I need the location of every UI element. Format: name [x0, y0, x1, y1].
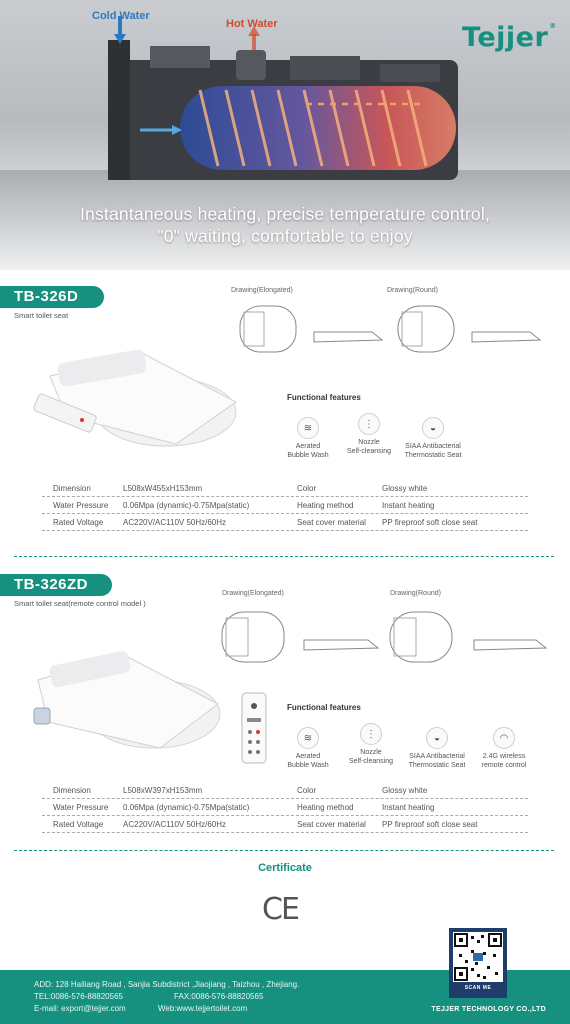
- feature-nozzle: [336, 723, 406, 766]
- footer-tel: TEL:0086-576-88820565: [34, 992, 123, 1001]
- certificate-title: Certificate: [258, 862, 312, 874]
- feature-label: Bubble Wash: [287, 762, 329, 769]
- spec-row: [42, 497, 528, 514]
- features-title: Functional features: [287, 703, 361, 712]
- feature-aerated: [273, 417, 343, 460]
- tagline-line-1: Instantaneous heating, precise temperature control,: [79, 204, 491, 224]
- model-subtitle: Smart toilet seat: [14, 311, 69, 320]
- spec-row: [42, 480, 528, 497]
- section-divider: [14, 556, 554, 557]
- spec-key: Heating method: [297, 803, 354, 812]
- features-title: Functional features: [287, 393, 361, 402]
- model-subtitle: Smart toilet seat(remote control model ): [14, 599, 146, 608]
- feature-label: SIAA Antibacterial: [405, 443, 461, 450]
- drawing-round-title: Drawing(Round): [387, 287, 438, 294]
- feature-antibacterial: [398, 417, 468, 460]
- spec-value: AC220V/AC110V 50Hz/60Hz: [123, 518, 227, 527]
- feature-label: Nozzle: [358, 439, 380, 446]
- spec-key: Rated Voltage: [53, 518, 104, 527]
- spec-table-tb-326d: [42, 480, 528, 531]
- spec-value: AC220V/AC110V 50Hz/60Hz: [123, 820, 227, 829]
- spec-row: [42, 514, 528, 531]
- registered-mark: ®: [549, 22, 557, 30]
- model-tag-tb-326zd: TB-326ZD: [0, 574, 112, 596]
- feature-label: Thermostatic Seat: [408, 762, 466, 769]
- antibacterial-icon: ◒: [426, 727, 448, 749]
- cold-water-label: Cold Water: [92, 10, 150, 22]
- section-divider: [14, 850, 554, 851]
- feature-label: 2.4G wireless: [482, 753, 526, 760]
- footer-address: ADD: 128 Hailiang Road , Sanjia Subdistrict ,Jiaojiang , Taizhou , Zhejiang.: [34, 980, 300, 989]
- qr-code[interactable]: [449, 928, 507, 998]
- feature-aerated: [273, 727, 343, 770]
- model-tag-tb-326d: TB-326D: [0, 286, 104, 308]
- nozzle-icon: ⋮: [358, 413, 380, 435]
- spec-row: [42, 816, 528, 833]
- spec-key: Seat cover material: [297, 518, 366, 527]
- hero-tagline: [0, 203, 570, 247]
- spec-key: Water Pressure: [53, 501, 109, 510]
- company-name: TEJJER TECHNOLOGY CO.,LTD: [431, 1006, 546, 1013]
- brand-name: Tejjer: [462, 22, 549, 53]
- hero-banner: [0, 0, 570, 270]
- aerated-icon: ≋: [297, 417, 319, 439]
- spec-key: Rated Voltage: [53, 820, 104, 829]
- spec-table-tb-326zd: [42, 782, 528, 833]
- technical-drawings: [232, 298, 552, 360]
- footer-email[interactable]: E-mail: export@tejjer.com: [34, 1004, 126, 1013]
- feature-label: remote control: [481, 762, 527, 769]
- spec-value: PP fireproof soft close seat: [382, 518, 478, 527]
- ce-mark-logo: CE: [262, 892, 298, 927]
- spec-row: [42, 799, 528, 816]
- footer-fax: FAX:0086-576-88820565: [174, 992, 264, 1001]
- spec-key: Water Pressure: [53, 803, 109, 812]
- product-image-tb-326d: [26, 336, 246, 456]
- spec-value: Instant heating: [382, 803, 435, 812]
- feature-label: Nozzle: [360, 749, 382, 756]
- spec-key: Dimension: [53, 484, 91, 493]
- spec-key: Color: [297, 484, 317, 493]
- hot-water-label: Hot Water: [226, 18, 278, 30]
- qr-pattern: [453, 932, 503, 982]
- feature-label: Aerated: [295, 443, 321, 450]
- scan-me-label: SCAN ME: [464, 985, 492, 991]
- spec-value: 0.06Mpa (dynamic)-0.75Mpa(static): [123, 803, 250, 812]
- spec-key: Seat cover material: [297, 820, 366, 829]
- spec-value: Instant heating: [382, 501, 435, 510]
- spec-value: Glossy white: [382, 484, 428, 493]
- spec-key: Color: [297, 786, 317, 795]
- feature-nozzle: [334, 413, 404, 456]
- technical-drawings: [218, 600, 550, 670]
- feature-label: SIAA Antibacterial: [409, 753, 465, 760]
- nozzle-icon: ⋮: [360, 723, 382, 745]
- feature-antibacterial: [402, 727, 472, 770]
- spec-value: PP fireproof soft close seat: [382, 820, 478, 829]
- drawing-round-title: Drawing(Round): [390, 590, 441, 597]
- remote-control-image: [241, 692, 267, 764]
- product-image-tb-326zd: [24, 644, 224, 764]
- spec-key: Dimension: [53, 786, 91, 795]
- qr-matrix: [453, 932, 503, 982]
- drawing-elongated-title: Drawing(Elongated): [222, 590, 284, 597]
- brand-logo: [462, 22, 557, 53]
- spec-key: Heating method: [297, 501, 354, 510]
- spec-row: [42, 782, 528, 799]
- spec-value: L508xW455xH153mm: [123, 484, 203, 493]
- spec-value: L508xW397xH153mm: [123, 786, 203, 795]
- feature-label: Bubble Wash: [287, 452, 329, 459]
- feature-label: Self-cleansing: [347, 448, 391, 455]
- spec-value: Glossy white: [382, 786, 428, 795]
- aerated-icon: ≋: [297, 727, 319, 749]
- drawing-elongated-title: Drawing(Elongated): [231, 287, 293, 294]
- feature-label: Self-cleansing: [349, 758, 393, 765]
- wireless-icon: ◠: [493, 727, 515, 749]
- antibacterial-icon: ◒: [422, 417, 444, 439]
- feature-label: Aerated: [295, 753, 321, 760]
- tagline-line-2: "0" waiting, comfortable to enjoy: [157, 226, 413, 246]
- spec-value: 0.06Mpa (dynamic)-0.75Mpa(static): [123, 501, 250, 510]
- feature-label: Thermostatic Seat: [404, 452, 462, 459]
- footer-web[interactable]: Web:www.tejjertoilet.com: [158, 1004, 248, 1013]
- feature-wireless: [469, 727, 539, 770]
